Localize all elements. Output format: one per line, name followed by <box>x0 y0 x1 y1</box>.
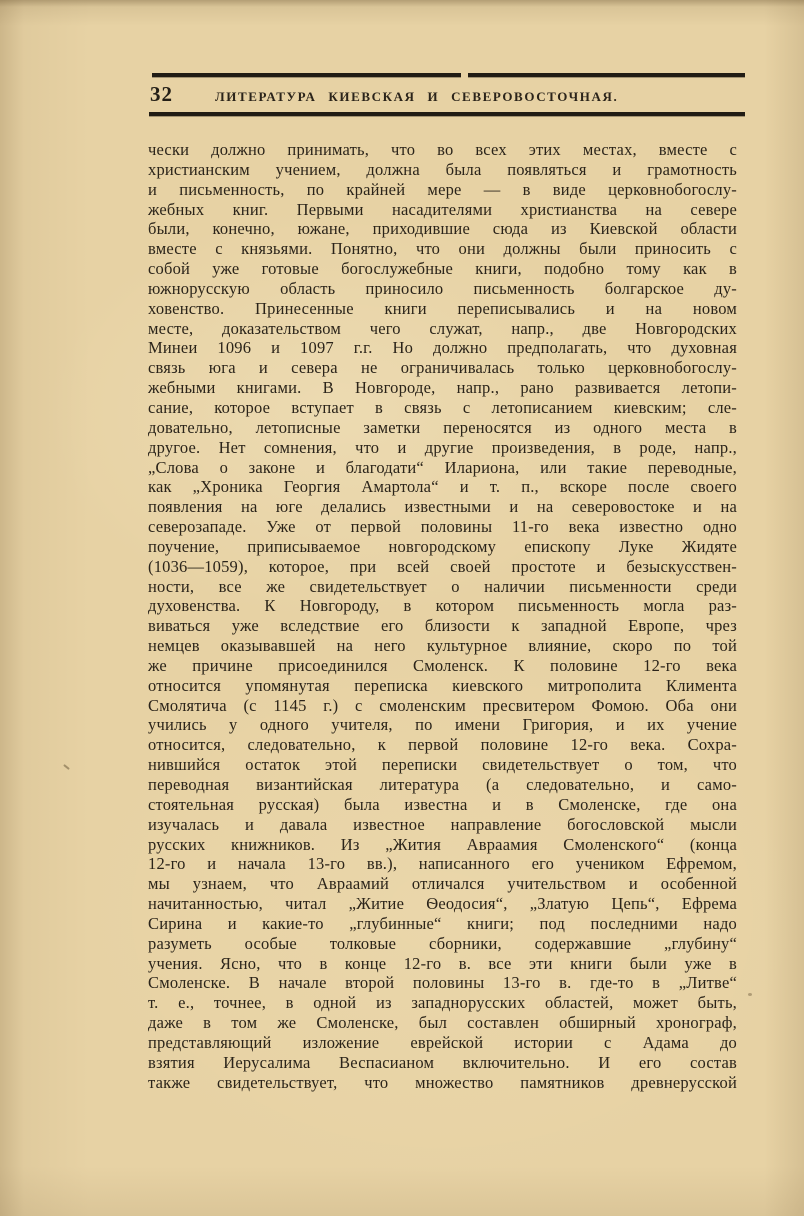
text-line: чески должно принимать, что во всех этих местах, вместе с <box>148 140 737 159</box>
text-line: другое. Нет сомнения, что и другие произведения, в роде, напр., <box>148 437 737 457</box>
text-line: „Слова о законе и благодати“ Илариона, или такие переводные, <box>148 457 737 477</box>
text-line: ности, все же свидетельствует о наличии письменности среди <box>148 576 737 596</box>
text-line: собой уже готовые богослужебные книги, подобно тому как в <box>148 259 737 279</box>
text-line: вместе с князьями. Понятно, что они должны были приносить с <box>148 239 737 259</box>
text-line: разуметь особые толковые сборники, содержавшие „глубину“ <box>148 933 737 953</box>
text-line: учились у одного учителя, по имени Григория, и их учение <box>148 715 737 735</box>
header-top-rule-right <box>468 73 745 77</box>
header-bottom-rule <box>149 112 745 116</box>
text-line: Минеи 1096 и 1097 г.г. Но должно предполагать, что духовная <box>148 338 737 358</box>
text-line: 12-го и начала 13-го вв.), написанного его учеником Ефремом, <box>148 854 737 874</box>
text-line: довательно, летописные заметки переносятся из одного места в <box>148 417 737 437</box>
text-line: (1036—1059), которое, при всей своей простоте и безыскусствен- <box>148 556 737 576</box>
text-line: христианским учением, должна была появляться и грамотность <box>148 159 737 179</box>
text-line: немцев оказывавшей на него культурное влияние, скоро по той <box>148 636 737 656</box>
text-line: жебными книгами. В Новгороде, напр., рано развивается летопи- <box>148 378 737 398</box>
right-margin-speck <box>748 993 752 996</box>
text-line: жебных книг. Первыми насадителями христианства на севере <box>148 199 737 219</box>
left-margin-speck <box>63 764 70 770</box>
text-line: относится, следовательно, к первой половине 12-го века. Сохра- <box>148 735 737 755</box>
text-line: также свидетельствует, что множество памятников древнерусской <box>148 1072 737 1092</box>
text-line: мы узнаем, что Авраамий отличался учительством и особенной <box>148 874 737 894</box>
page-text <box>148 140 737 1093</box>
text-line: Сирина и какие-то „глубинные“ книги; под последними надо <box>148 913 737 933</box>
running-title: ЛИТЕРАТУРА КИЕВСКАЯ И СЕВЕРОВОСТОЧНАЯ. <box>215 89 619 104</box>
text-line: даже в том же Смоленске, был составлен обширный хронограф, <box>148 1013 737 1033</box>
text-line: относится упомянутая переписка киевского митрополита Климента <box>148 675 737 695</box>
text-line: стоятельная русская) была известна и в Смоленске, где она <box>148 794 737 814</box>
text-line: представляющий изложение еврейской истории с Адама до <box>148 1032 737 1052</box>
text-line: сание, которое вступает в связь с летописанием киевским; сле- <box>148 397 737 417</box>
text-line: Смоленске. В начале второй половины 13-го в. где-то в „Литве“ <box>148 973 737 993</box>
text-line: были, конечно, южане, приходившие сюда из Киевской области <box>148 219 737 239</box>
text-line: Смолятича (с 1145 г.) с смоленским пресвитером Фомою. Оба они <box>148 695 737 715</box>
text-line: русских книжников. Из „Жития Авраамия Смоленского“ (конца <box>148 834 737 854</box>
text-line: и письменность, по крайней мере — в виде церковнобогослу- <box>148 179 737 199</box>
text-line: виваться уже вследствие его близости к западной Европе, чрез <box>148 616 737 636</box>
text-line: же причине присоединился Смоленск. К половине 12-го века <box>148 655 737 675</box>
text-line: поучение, приписываемое новгородскому епископу Луке Жидяте <box>148 536 737 556</box>
text-line: месте, доказательством чего служат, напр., две Новгородских <box>148 318 737 338</box>
text-line: т. е., точнее, в одной из западнорусских областей, может быть, <box>148 993 737 1013</box>
text-line: связь юга и севера не ограничивалась только церковнобогослу- <box>148 358 737 378</box>
page-number: 32 <box>150 82 173 106</box>
text-line: изучалась и давала известное направление богословской мысли <box>148 814 737 834</box>
text-line: южнорусскую область приносило письменность болгарское ду- <box>148 278 737 298</box>
text-line: нившийся остаток этой переписки свидетельствует о том, что <box>148 755 737 775</box>
text-line: ховенство. Принесенные книги переписывались и на новом <box>148 298 737 318</box>
text-line: появления на юге делались известными и на северовостоке и на <box>148 497 737 517</box>
text-line: как „Хроника Георгия Амартола“ и т. п., вскоре после своего <box>148 477 737 497</box>
text-line: северозападе. Уже от первой половины 11-го века известно одно <box>148 517 737 537</box>
text-line: взятия Иерусалима Веспасианом включительно. И его состав <box>148 1052 737 1072</box>
text-line: духовенства. К Новгороду, в котором письменность могла раз- <box>148 596 737 616</box>
text-line: учения. Ясно, что в конце 12-го в. все эти книги были уже в <box>148 953 737 973</box>
text-line: переводная византийская литература (а следовательно, и само- <box>148 775 737 794</box>
text-line: начитанностью, читал „Житие Ѳеодосия“, „Златую Цепь“, Ефрема <box>148 894 737 914</box>
header-top-rule-left <box>152 73 461 77</box>
